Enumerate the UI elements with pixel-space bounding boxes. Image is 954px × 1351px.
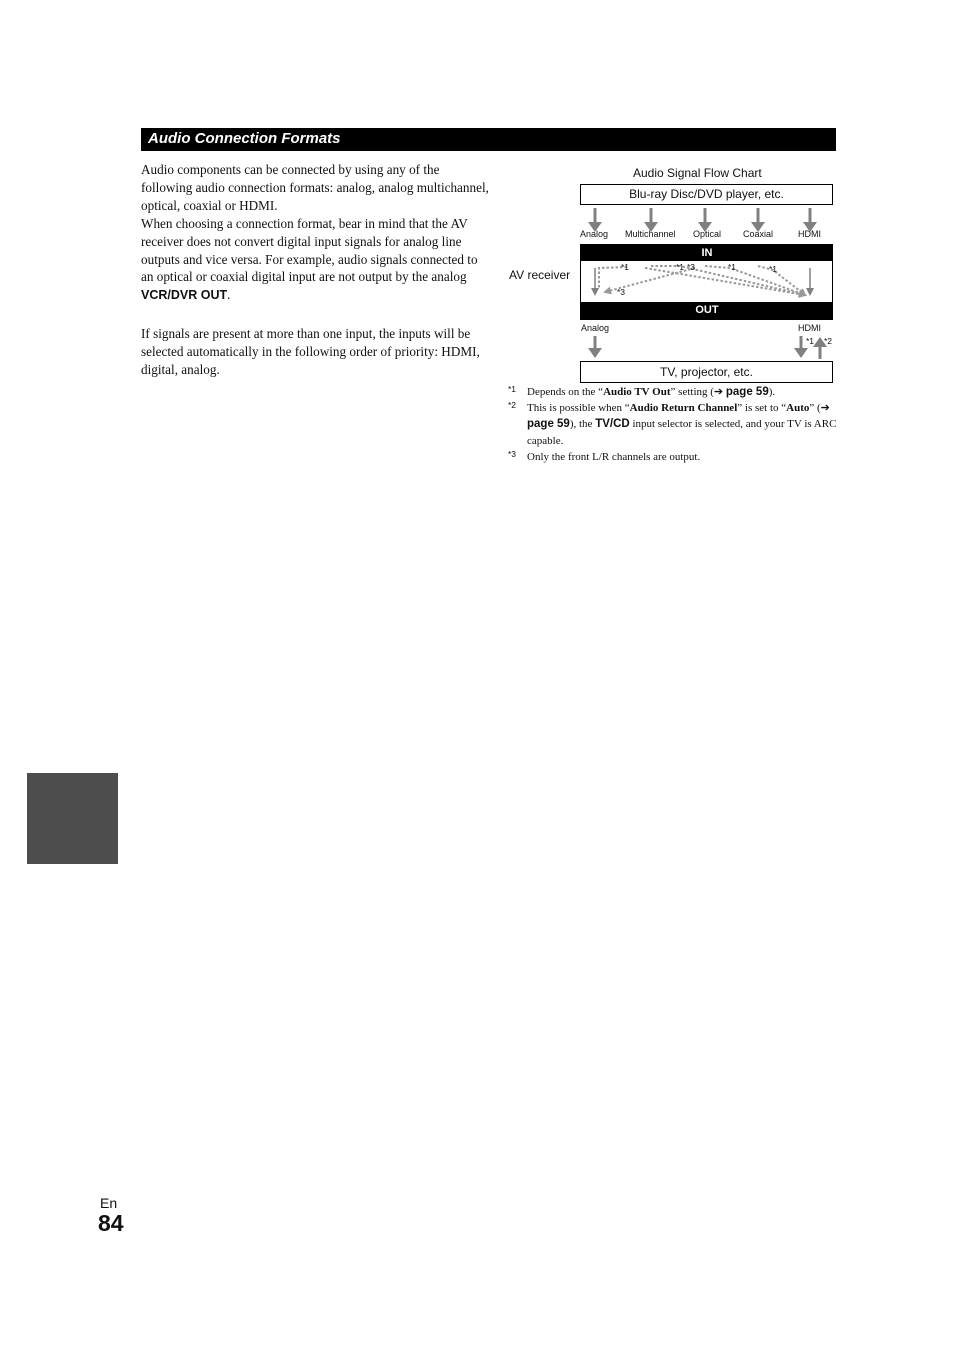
footnote-2-end: input selector is selected, and your TV is ARC capable. bbox=[527, 418, 837, 447]
flow-chart-title: Audio Signal Flow Chart bbox=[633, 166, 762, 180]
input-label-hdmi: HDMI bbox=[798, 229, 821, 239]
audio-return-channel-label: Audio Return Channel bbox=[629, 402, 738, 415]
mark-1c: *1 bbox=[728, 262, 737, 272]
intro-text-2-body: When choosing a connection format, bear in mind that the AV receiver does not convert digital input signals for analog line outputs and vice versa. For example, audio signals connected to an optical or coaxial digital input are not output by the analog bbox=[141, 215, 478, 285]
output-label-analog: Analog bbox=[581, 323, 610, 333]
input-label-analog: Analog bbox=[580, 229, 609, 239]
footnote-1-mid: ” setting ( bbox=[670, 386, 714, 398]
chapter-side-tab bbox=[27, 773, 118, 864]
priority-paragraph: If signals are present at more than one input, the inputs will be selected automatically in the following order of priority: HDMI, digital, analog. bbox=[141, 326, 480, 377]
destination-device-box: TV, projector, etc. bbox=[580, 361, 833, 383]
intro-text-2 bbox=[141, 215, 493, 306]
footnote-3-mark: *3 bbox=[508, 448, 517, 459]
footnote-2-mid3: ), the bbox=[569, 418, 596, 431]
intro-text-2-end: . bbox=[227, 287, 231, 303]
mark-1a: *1 bbox=[621, 262, 630, 272]
output-arrows bbox=[588, 336, 827, 359]
vcr-dvr-out-label: VCR/DVR OUT bbox=[141, 288, 228, 303]
arrow-icon: ➔ bbox=[713, 386, 724, 398]
in-label: IN bbox=[701, 247, 713, 259]
footnote-3-text: Only the front L/R channels are output. bbox=[527, 450, 701, 463]
mark-1e: *1 bbox=[806, 336, 815, 346]
input-label-multichannel: Multichannel bbox=[625, 229, 676, 239]
av-receiver-label: AV receiver bbox=[509, 268, 571, 282]
footnote-2-mid: ” is set to “ bbox=[737, 402, 787, 415]
language-label: En bbox=[100, 1195, 118, 1211]
page-ref-link[interactable]: page 59 bbox=[725, 386, 769, 398]
footnote-2-mid2: ” ( bbox=[809, 402, 821, 415]
section-header-bar bbox=[141, 128, 836, 151]
footnote-1 bbox=[505, 384, 837, 400]
mark-3b: *3 bbox=[617, 287, 626, 297]
page-ref-link[interactable]: page 59 bbox=[527, 418, 570, 431]
source-device-box: Blu-ray Disc/DVD player, etc. bbox=[580, 184, 833, 205]
output-label-hdmi: HDMI bbox=[798, 323, 821, 333]
out-label: OUT bbox=[695, 304, 719, 316]
arrow-icon: ➔ bbox=[820, 402, 830, 415]
mark-1d: *1 bbox=[769, 264, 778, 274]
audio-tv-out-label: Audio TV Out bbox=[603, 386, 671, 398]
footnote-2 bbox=[505, 400, 837, 449]
section-title: Audio Connection Formats bbox=[148, 130, 341, 147]
tv-cd-label: TV/CD bbox=[595, 418, 630, 431]
footnote-1-mark: *1 bbox=[508, 384, 517, 394]
mark-3a: *3 bbox=[687, 262, 696, 272]
footnotes bbox=[505, 384, 837, 465]
page-number: 84 bbox=[98, 1210, 124, 1236]
audio-signal-flow-chart bbox=[505, 160, 845, 390]
input-label-coaxial: Coaxial bbox=[743, 229, 774, 239]
footnote-2-mark: *2 bbox=[508, 400, 517, 411]
intro-text-1: Audio components can be connected by using any of the following audio connection formats: analog, analog multichannel, optical, coaxial or HDMI. bbox=[141, 162, 489, 213]
input-label-optical: Optical bbox=[693, 229, 722, 239]
mark-2: *2 bbox=[824, 336, 833, 346]
footnote-1-end: ). bbox=[768, 386, 776, 398]
intro-paragraph bbox=[141, 161, 493, 305]
footnote-2-text: This is possible when “ bbox=[527, 402, 630, 415]
footnote-1-text: Depends on the “ bbox=[527, 386, 604, 398]
footnote-3 bbox=[505, 449, 837, 465]
mark-1b: *1 bbox=[676, 262, 685, 272]
auto-label: Auto bbox=[786, 402, 810, 415]
